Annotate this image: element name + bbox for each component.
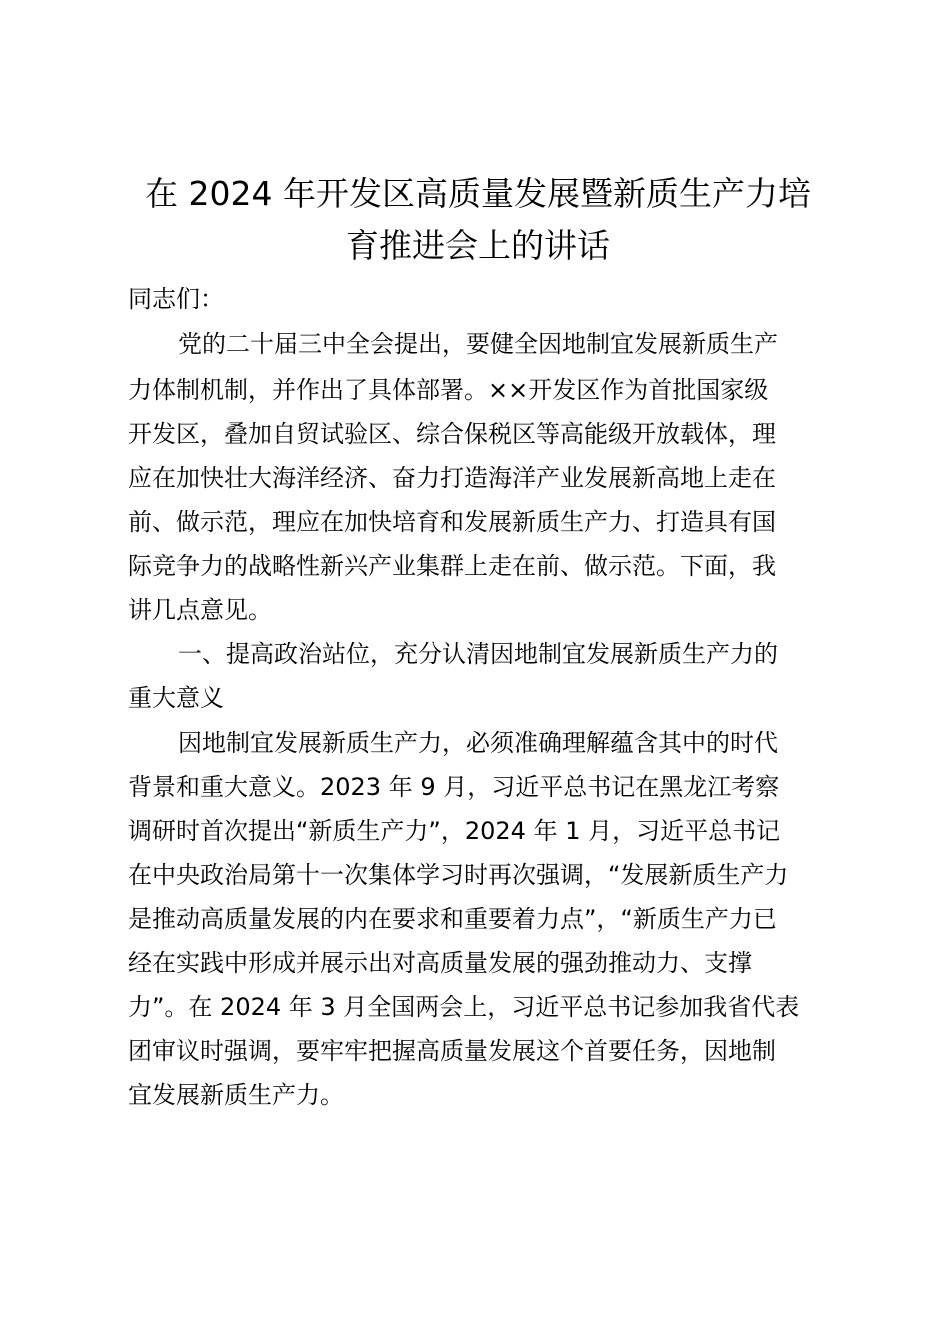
- paragraph-line: 调研时首次提出“新质生产力”，2024 年 1 月，习近平总书记: [128, 817, 781, 845]
- paragraph-line: 开发区，叠加自贸试验区、综合保税区等高能级开放载体，理: [128, 420, 776, 448]
- paragraph-line: 际竞争力的战略性新兴产业集群上走在前、做示范。下面，我: [128, 552, 776, 580]
- paragraph-line: 力”。在 2024 年 3 月全国两会上，习近平总书记参加我省代表: [128, 993, 800, 1021]
- paragraph-line: 背景和重大意义。2023 年 9 月，习近平总书记在黑龙江考察: [128, 773, 780, 801]
- document-title-line-2: 育推进会上的讲话: [346, 226, 610, 265]
- paragraph-line: 前、做示范，理应在加快培育和发展新质生产力、打造具有国: [128, 508, 776, 536]
- paragraph-line: 党的二十届三中全会提出，要健全因地制宜发展新质生产: [178, 330, 778, 358]
- document-title-line-1: 在 2024 年开发区高质量发展暨新质生产力培: [145, 174, 811, 213]
- paragraph-line: 经在实践中形成并展示出对高质量发展的强劲推动力、支撑: [128, 949, 752, 977]
- paragraph-line: 团审议时强调，要牢牢把握高质量发展这个首要任务，因地制: [128, 1037, 776, 1065]
- paragraph-line: 力体制机制，并作出了具体部署。××开发区作为首批国家级: [128, 376, 769, 404]
- salutation: 同志们：: [128, 285, 224, 313]
- paragraph-line: 在中央政治局第十一次集体学习时再次强调，“发展新质生产力: [128, 861, 789, 889]
- paragraph-line: 是推动高质量发展的内在要求和重要着力点”，“新质生产力已: [128, 905, 777, 933]
- paragraph-line: 应在加快壮大海洋经济、奋力打造海洋产业发展新高地上走在: [128, 464, 776, 492]
- paragraph-line: 宜发展新质生产力。: [128, 1081, 344, 1109]
- heading-line: 一、提高政治站位，充分认清因地制宜发展新质生产力的: [178, 640, 778, 668]
- heading-line: 重大意义: [128, 684, 224, 712]
- paragraph-line: 因地制宜发展新质生产力，必须准确理解蕴含其中的时代: [178, 729, 778, 757]
- paragraph-line: 讲几点意见。: [128, 596, 272, 624]
